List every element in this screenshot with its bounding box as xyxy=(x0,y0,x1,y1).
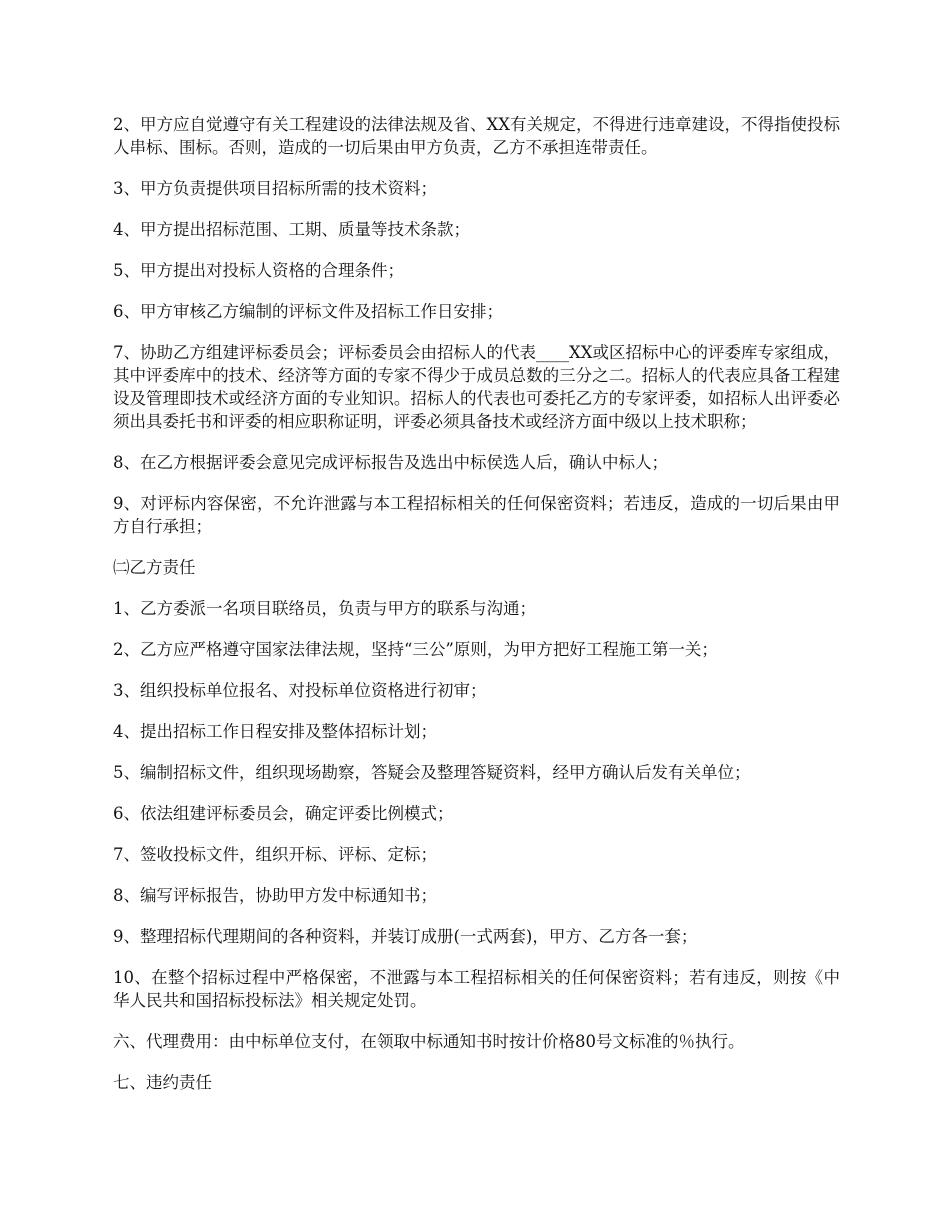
clause-party-a-5: 5、甲方提出对投标人资格的合理条件； xyxy=(113,261,404,280)
clause-party-b-8: 8、编写评标报告，协助甲方发中标通知书； xyxy=(113,886,437,905)
clause-party-b-3: 3、组织投标单位报名、对投标单位资格进行初审； xyxy=(113,681,487,700)
section-heading-party-b: ㈡乙方责任 xyxy=(113,558,196,577)
clause-party-b-9: 9、整理招标代理期间的各种资料，并装订成册(一式两套)，甲方、乙方各一套； xyxy=(113,927,698,946)
clause-party-b-4: 4、提出招标工作日程安排及整体招标计划； xyxy=(113,722,437,741)
clause-party-a-8: 8、在乙方根据评委会意见完成评标报告及选出中标侯选人后，确认中标人； xyxy=(113,453,668,472)
clause-party-a-2: 2、甲方应自觉遵守有关工程建设的法律法规及省、XX有关规定，不得进行违章建设，不得指使投标人串标、围标。否则，造成的一切后果由甲方负责，乙方不承担连带责任。 xyxy=(113,115,840,157)
section-agency-fee: 六、代理费用：由中标单位支付，在领取中标通知书时按计价格80号文标准的％执行。 xyxy=(113,1032,745,1051)
section-heading-breach: 七、违约责任 xyxy=(113,1073,212,1092)
clause-party-b-1: 1、乙方委派一名项目联络员，负责与甲方的联系与沟通； xyxy=(113,599,536,618)
clause-party-a-7: 7、协助乙方组建评标委员会；评标委员会由招标人的代表____XX或区招标中心的评委库专家组成，其中评委库中的技术、经济等方面的专家不得少于成员总数的三分之二。招标人的代表应具备工程建设及管理即技术或经济方面的专业知识。招标人的代表也可委托乙方的专家评委，如招标人出评委必须出具委托书和评委的相应职称证明，评委必须具备技术或经济方面中级以上技术职称； xyxy=(113,343,840,431)
clause-party-a-3: 3、甲方负责提供项目招标所需的技术资料； xyxy=(113,179,437,198)
clause-party-b-2: 2、乙方应严格遵守国家法律法规，坚持“三公”原则，为甲方把好工程施工第一关； xyxy=(113,640,718,659)
clause-party-a-6: 6、甲方审核乙方编制的评标文件及招标工作日安排； xyxy=(113,302,503,321)
clause-party-a-9: 9、对评标内容保密，不允许泄露与本工程招标相关的任何保密资料；若违反，造成的一切后果由甲方自行承担； xyxy=(113,494,840,536)
clause-party-b-7: 7、签收投标文件，组织开标、评标、定标； xyxy=(113,845,437,864)
clause-party-a-4: 4、甲方提出招标范围、工期、质量等技术条款； xyxy=(113,220,470,239)
clause-party-b-5: 5、编制招标文件，组织现场勘察，答疑会及整理答疑资料，经甲方确认后发有关单位； xyxy=(113,763,751,782)
clause-party-b-10: 10、在整个招标过程中严格保密，不泄露与本工程招标相关的任何保密资料；若有违反，则按《中华人民共和国招标投标法》相关规定处罚。 xyxy=(113,968,840,1010)
clause-party-b-6: 6、依法组建评标委员会，确定评委比例模式； xyxy=(113,804,454,823)
